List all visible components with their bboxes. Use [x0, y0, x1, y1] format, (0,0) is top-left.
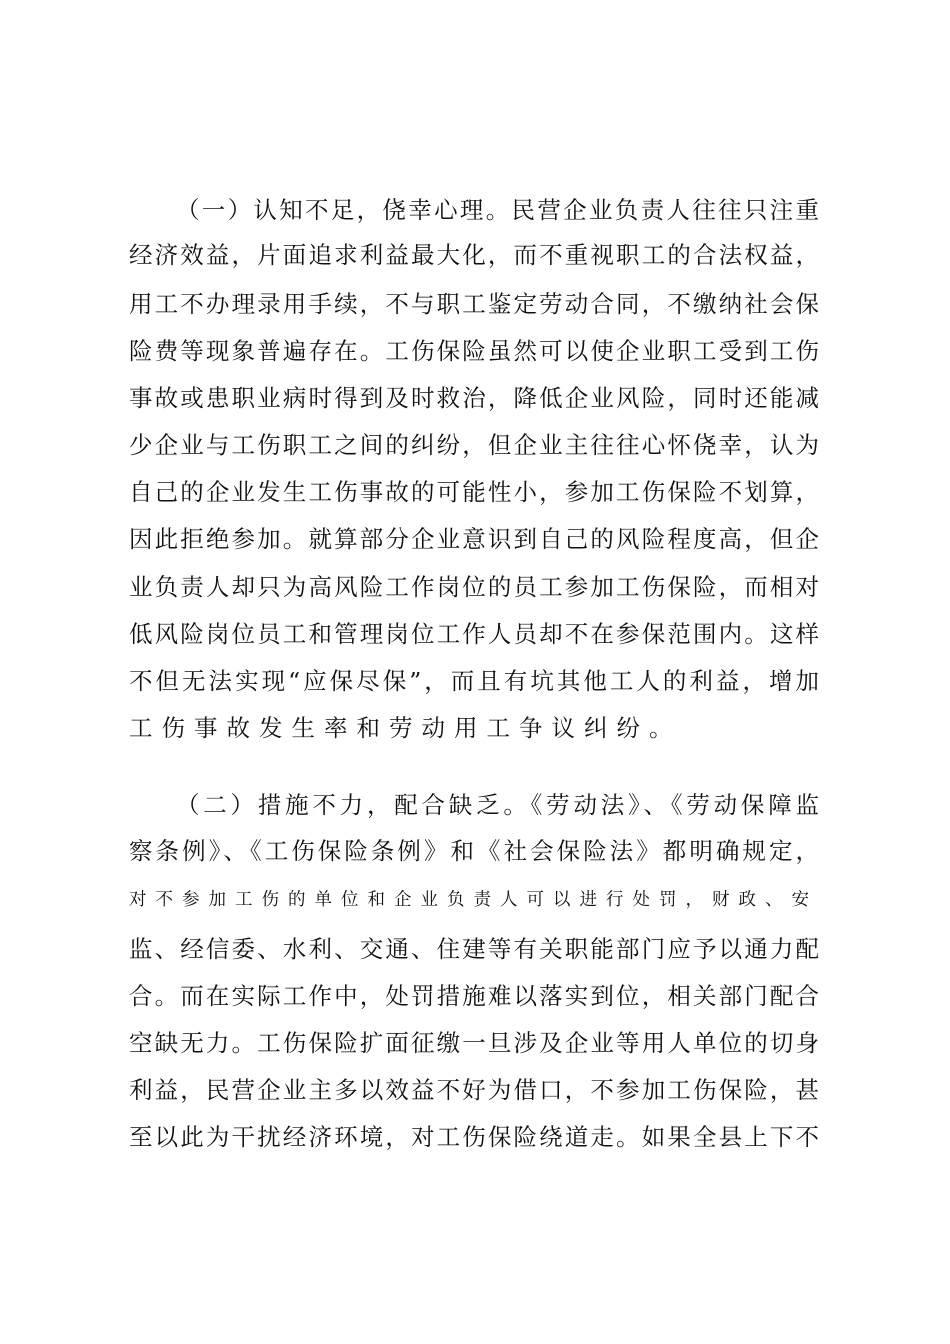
paragraph-1-line-8: 因此拒绝参加。就算部分企业意识到自己的风险程度高，但企	[129, 525, 819, 553]
paragraph-1-line-5: 事故或患职业病时得到及时救治，降低企业风险，同时还能减	[129, 384, 819, 412]
paragraph-2-line-5: 合。而在实际工作中，处罚措施难以落实到位，相关部门配合	[129, 982, 819, 1010]
paragraph-1-line-3: 用工不办理录用手续，不与职工鉴定劳动合同，不缴纳社会保	[129, 290, 819, 318]
paragraph-1-line-2: 经济效益，片面追求利益最大化，而不重视职工的合法权益，	[129, 241, 819, 269]
paragraph-2-line-4: 监、经信委、水利、交通、住建等有关职能部门应予以通力配	[129, 935, 819, 963]
paragraph-1-line-7: 自己的企业发生工伤事故的可能性小，参加工伤保险不划算，	[129, 478, 819, 506]
paragraph-1-line-11: 不但无法实现“应保尽保”，而且有坑其他工人的利益，增加	[129, 667, 819, 695]
paragraph-2-line-1: （二）措施不力，配合缺乏。《劳动法》、《劳动保障监	[176, 791, 819, 819]
paragraph-1-line-6: 少企业与工伤职工之间的纠纷，但企业主往往心怀侥幸，认为	[129, 431, 819, 459]
paragraph-2-line-3: 对不参加工伤的单位和企业负责人可以进行处罚，财政、安	[129, 890, 818, 910]
paragraph-1-line-4: 险费等现象普遍存在。工伤保险虽然可以使企业职工受到工伤	[129, 337, 819, 365]
paragraph-2-line-8: 至以此为干扰经济环境，对工伤保险绕道走。如果全县上下不	[129, 1123, 819, 1151]
paragraph-1-line-10: 低风险岗位员工和管理岗位工作人员却不在参保范围内。这样	[129, 620, 819, 648]
paragraph-2-line-2: 察条例》、《工伤保险条例》和《社会保险法》都明确规定，	[129, 837, 819, 865]
paragraph-2-line-6: 空缺无力。工伤保险扩面征缴一旦涉及企业等用人单位的切身	[129, 1029, 819, 1057]
paragraph-1-line-12: 工伤事故发生率和劳动用工争议纠纷。	[129, 714, 682, 742]
paragraph-2-line-7: 利益，民营企业主多以效益不好为借口，不参加工伤保险，甚	[129, 1076, 819, 1104]
paragraph-1-line-9: 业负责人却只为高风险工作岗位的员工参加工伤保险，而相对	[129, 573, 819, 601]
paragraph-1-line-1: （一）认知不足，侥幸心理。民营企业负责人往往只注重	[176, 196, 819, 224]
